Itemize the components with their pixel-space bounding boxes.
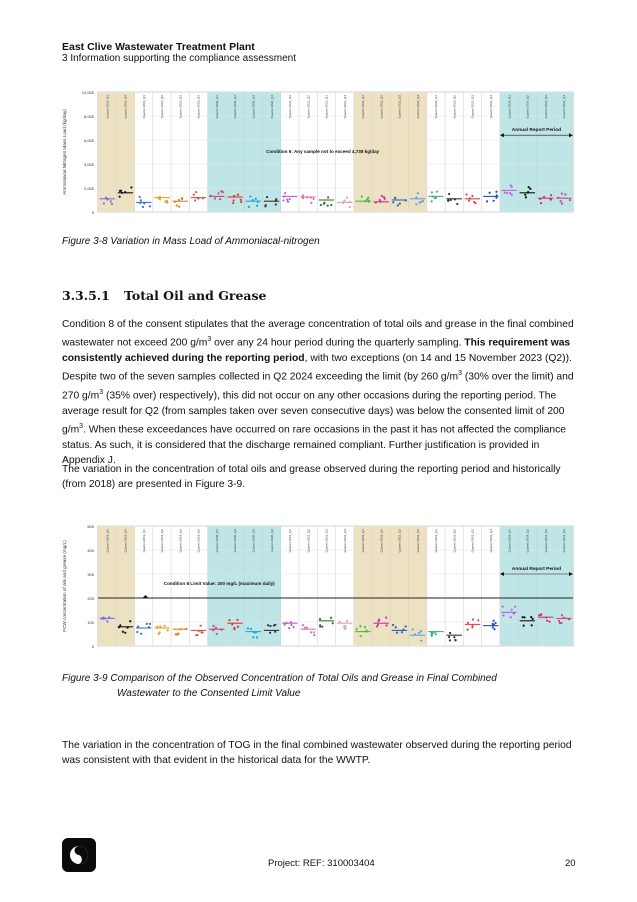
data-point <box>196 634 198 636</box>
data-point <box>381 195 383 197</box>
period-label: Annual Report Period <box>511 567 562 572</box>
data-point <box>287 201 289 203</box>
data-point <box>344 628 346 630</box>
category-label: Quarter 2023_Q4 <box>488 95 493 119</box>
y-tick-label: 6,000 <box>83 138 94 143</box>
data-point <box>395 626 397 628</box>
data-point <box>119 624 121 626</box>
data-point <box>471 626 473 628</box>
annotation-text: Condition 8 Limit Value: 200 mg/L (maximum daily) <box>163 581 275 586</box>
data-point <box>330 204 332 206</box>
data-point <box>323 203 325 205</box>
y-tick-label: 300 <box>87 572 94 577</box>
data-point <box>327 205 329 207</box>
category-label: Quarter 2018_Q4 <box>123 95 128 119</box>
data-point <box>569 199 571 201</box>
data-point <box>166 202 168 204</box>
y-tick-label: 8,000 <box>83 114 94 119</box>
data-point <box>177 632 179 634</box>
data-point <box>220 190 222 192</box>
data-point <box>193 194 195 196</box>
data-point <box>289 198 291 200</box>
document-title: East Clive Wastewater Treatment Plant <box>62 41 255 53</box>
oil-grease-chart <box>58 522 578 657</box>
data-point <box>247 627 249 629</box>
data-point <box>339 621 341 623</box>
data-point <box>282 199 284 201</box>
category-label: Quarter 2019_Q3 <box>178 94 183 119</box>
category-label: Quarter 2020_Q4 <box>269 95 274 119</box>
data-point <box>304 627 306 629</box>
category-label: Quarter 2018_Q4 <box>123 529 128 553</box>
data-point <box>454 639 456 641</box>
category-label: Quarter 2023_Q2 <box>452 95 457 119</box>
data-point <box>142 206 144 208</box>
category-label: Quarter 2020_Q1 <box>214 95 219 119</box>
y-tick-label: 0 <box>91 644 94 649</box>
paragraph-variation: The variation in the concentration of total oils and grease observed during the reporting period and historically (from 2018) are presented in Figure 3-9. <box>62 464 561 491</box>
data-point <box>435 633 437 635</box>
data-point <box>232 202 234 204</box>
data-point <box>453 636 455 638</box>
category-label: Quarter 2019_Q1 <box>141 95 146 119</box>
category-label: Quarter 2019_Q1 <box>141 529 146 553</box>
data-point <box>159 631 161 633</box>
data-point <box>468 200 470 202</box>
data-point <box>528 186 530 188</box>
data-point <box>139 196 141 198</box>
category-label: Quarter 2024_Q1 <box>507 95 512 119</box>
data-point <box>120 190 122 192</box>
data-point <box>273 624 275 626</box>
data-point <box>249 195 251 197</box>
data-point <box>343 625 345 627</box>
data-point <box>320 204 322 206</box>
data-point <box>321 625 323 627</box>
data-point <box>546 620 548 622</box>
section-number: 3.3.5.1 <box>62 288 110 303</box>
category-label: Quarter 2019_Q4 <box>196 95 201 119</box>
data-point <box>319 626 321 628</box>
data-point <box>436 191 438 193</box>
data-point <box>502 614 504 616</box>
data-point <box>550 194 552 196</box>
data-point <box>420 201 422 203</box>
y-tick-label: 10,000 <box>81 90 94 95</box>
category-label: Quarter 2022_Q1 <box>361 529 366 553</box>
data-point <box>233 628 235 630</box>
category-label: Quarter 2020_Q2 <box>233 529 238 553</box>
data-point <box>106 620 108 622</box>
category-label: Quarter 2022_Q1 <box>361 95 366 119</box>
data-point <box>524 194 526 196</box>
data-point <box>399 202 401 204</box>
data-point <box>255 198 257 200</box>
data-point <box>473 201 475 203</box>
data-point <box>200 631 202 633</box>
y-tick-label: 100 <box>87 620 94 625</box>
compliance-statement: This requirement was consistently achieved during the reporting period <box>62 337 571 365</box>
data-point <box>448 193 450 195</box>
data-point <box>493 628 495 630</box>
data-point <box>129 620 131 622</box>
y-tick-label: 0 <box>91 210 94 215</box>
data-point <box>137 626 139 628</box>
data-point <box>525 196 527 198</box>
data-point <box>312 198 314 200</box>
data-point <box>175 633 177 635</box>
data-point <box>178 206 180 208</box>
data-point <box>495 197 497 199</box>
category-label: Quarter 2022_Q3 <box>397 95 402 119</box>
data-point <box>465 193 467 195</box>
data-point <box>140 199 142 201</box>
data-point <box>149 623 151 625</box>
data-point <box>511 194 513 196</box>
data-point <box>146 623 148 625</box>
data-point <box>385 624 387 626</box>
data-point <box>493 200 495 202</box>
data-point <box>233 199 235 201</box>
data-point <box>361 195 363 197</box>
data-point <box>149 205 151 207</box>
data-point <box>119 196 121 198</box>
category-label: Quarter 2020_Q1 <box>214 529 219 553</box>
data-point <box>366 198 368 200</box>
data-point <box>194 199 196 201</box>
data-point <box>377 623 379 625</box>
data-point <box>256 636 258 638</box>
data-point <box>486 200 488 202</box>
data-point <box>159 625 161 627</box>
category-label: Quarter 2023_Q1 <box>434 529 439 553</box>
data-point <box>124 632 126 634</box>
data-point <box>344 199 346 201</box>
data-point <box>302 624 304 626</box>
category-label: Quarter 2021_Q3 <box>324 529 329 553</box>
data-point <box>330 617 332 619</box>
data-point <box>538 614 540 616</box>
category-label: Quarter 2018_Q3 <box>105 529 110 553</box>
data-point <box>319 618 321 620</box>
data-point <box>346 196 348 198</box>
data-point <box>509 192 511 194</box>
data-point <box>167 629 169 631</box>
data-point <box>448 636 450 638</box>
y-axis-label: Ammoniacal Nitrogen Mass Load (kg/day) <box>62 109 67 195</box>
category-label: Quarter 2023_Q4 <box>488 529 493 553</box>
data-point <box>471 195 473 197</box>
data-point <box>215 627 217 629</box>
data-point <box>103 202 105 204</box>
page-number: 20 <box>565 858 576 869</box>
category-label: Quarter 2024_Q3 <box>543 529 548 553</box>
data-point <box>214 197 216 199</box>
data-point <box>420 640 422 642</box>
data-point <box>431 200 433 202</box>
category-label: Quarter 2021_Q1 <box>288 529 293 553</box>
data-point <box>431 191 433 193</box>
data-point <box>493 620 495 622</box>
data-point <box>385 616 387 618</box>
data-point <box>267 624 269 626</box>
data-point <box>327 196 329 198</box>
data-point <box>422 200 424 202</box>
data-point <box>401 631 403 633</box>
data-point <box>418 632 420 634</box>
data-point <box>252 636 254 638</box>
category-label: Quarter 2020_Q3 <box>251 529 256 553</box>
data-point <box>549 620 551 622</box>
category-label: Quarter 2019_Q3 <box>178 529 183 553</box>
data-point <box>397 204 399 206</box>
data-point <box>240 201 242 203</box>
data-point <box>195 191 197 193</box>
data-point <box>559 622 561 624</box>
category-label: Quarter 2021_Q4 <box>342 95 347 119</box>
data-point <box>237 626 239 628</box>
mass-load-chart <box>58 88 578 223</box>
data-point <box>237 194 239 196</box>
category-label: Quarter 2018_Q3 <box>105 95 110 119</box>
data-point <box>420 630 422 632</box>
data-point <box>510 616 512 618</box>
paragraph-condition-8: Condition 8 of the consent stipulates that the average concentration of total oils and grease in the final combined wastewater not exceed 200 $g/m^3$ over any 24 hour period during the quarterly sampling. This requirement was consistently achieved during the reporting period, with two exceptions (on 14 and 15 November 2023 (Q2)). Despite two of the seven samples collected in Q2 2024 exceeding the limit (by 260 $g/m^3$ (30% over the limit) and 270 $g/m^3$ (35% over) respectively), this did not occur on any other occasions during the reporting period. The average result for Q2 (from samples taken over seven consecutive days) was below the consented limit of 200 $g/m^3$. When these exceedances have occurred on rare occasions in the past it has not affected the compliance status. As such, it is considered that the discharge remained compliant. Further justification is provided in Appendix J. <box>62 319 574 467</box>
data-point <box>467 622 469 624</box>
category-label: Quarter 2023_Q2 <box>452 529 457 553</box>
data-point <box>130 186 132 188</box>
data-point <box>269 632 271 634</box>
data-point <box>502 606 504 608</box>
data-point <box>228 619 230 621</box>
data-point <box>200 625 202 627</box>
data-point <box>217 192 219 194</box>
data-point <box>489 192 491 194</box>
annotation-text: Condition 6: Any sample not to exceed 4,738 kg/day <box>266 149 380 155</box>
category-label: Quarter 2024_Q3 <box>543 95 548 119</box>
category-label: Quarter 2020_Q4 <box>269 529 274 553</box>
category-label: Quarter 2022_Q2 <box>379 95 384 119</box>
data-point <box>136 631 138 633</box>
data-point <box>310 631 312 633</box>
footer-project-ref: Project: REF: 310003404 <box>268 858 375 869</box>
category-label: Quarter 2021_Q2 <box>306 529 311 553</box>
category-label: Quarter 2024_Q2 <box>525 95 530 119</box>
data-point <box>313 631 315 633</box>
data-point <box>240 199 242 201</box>
category-label: Quarter 2022_Q3 <box>397 529 402 553</box>
data-point <box>378 619 380 621</box>
data-point <box>506 192 508 194</box>
data-point <box>514 606 516 608</box>
data-point <box>313 634 315 636</box>
data-point <box>531 624 533 626</box>
period-label: Annual Report Period <box>511 128 562 134</box>
data-point <box>269 625 271 627</box>
data-point <box>256 205 258 207</box>
data-point <box>122 631 124 633</box>
data-point <box>110 200 112 202</box>
data-point <box>290 624 292 626</box>
data-point <box>417 192 419 194</box>
data-point <box>396 632 398 634</box>
data-point <box>284 192 286 194</box>
category-label: Quarter 2021_Q3 <box>324 95 329 119</box>
data-point <box>511 609 513 611</box>
paragraph-tog-summary: The variation in the concentration of TOG in the final combined wastewater observed during the reporting period was consistent with that evident in the historical data for the WWTP. <box>62 740 572 767</box>
data-point <box>561 202 563 204</box>
data-point <box>302 194 304 196</box>
data-point <box>166 200 168 202</box>
category-label: Quarter 2024_Q1 <box>507 529 512 553</box>
category-label: Quarter 2020_Q2 <box>233 95 238 119</box>
data-point <box>332 622 334 624</box>
category-label: Quarter 2023_Q3 <box>470 529 475 553</box>
figure-3-9-caption: Figure 3-9 Comparison of the Observed Concentration of Total Oils and Grease in Final Combined Wastewater to the Consented Limit Value <box>62 673 497 699</box>
data-point <box>264 205 266 207</box>
data-point <box>250 628 252 630</box>
data-point <box>356 628 358 630</box>
data-point <box>405 625 407 627</box>
data-point <box>367 197 369 199</box>
data-point <box>283 624 285 626</box>
data-point <box>540 613 542 615</box>
data-point <box>163 625 165 627</box>
data-point <box>449 639 451 641</box>
data-point <box>236 619 238 621</box>
data-point <box>431 635 433 637</box>
data-point <box>181 198 183 200</box>
data-point <box>392 624 394 626</box>
data-point <box>564 193 566 195</box>
data-point <box>492 626 494 628</box>
data-point <box>561 192 563 194</box>
data-point <box>293 626 295 628</box>
category-label: Quarter 2021_Q1 <box>288 95 293 119</box>
data-point <box>467 629 469 631</box>
category-label: Quarter 2022_Q4 <box>415 529 420 553</box>
data-point <box>376 625 378 627</box>
data-point <box>495 191 497 193</box>
data-point <box>449 632 451 634</box>
data-point <box>216 633 218 635</box>
data-point <box>288 627 290 629</box>
data-point <box>364 626 366 628</box>
document-subtitle: 3 Information supporting the compliance assessment <box>62 53 297 64</box>
section-title: Total Oil and Grease <box>124 288 267 303</box>
category-label: Quarter 2024_Q4 <box>562 529 567 553</box>
data-point <box>511 186 513 188</box>
data-point <box>523 625 525 627</box>
data-point <box>561 614 563 616</box>
data-point <box>530 616 532 618</box>
data-point <box>472 618 474 620</box>
data-point <box>559 200 561 202</box>
category-label: Quarter 2019_Q4 <box>196 529 201 553</box>
data-point <box>383 196 385 198</box>
category-label: Quarter 2023_Q3 <box>470 95 475 119</box>
data-point <box>522 616 524 618</box>
category-label: Quarter 2019_Q2 <box>160 529 165 553</box>
y-tick-label: 200 <box>87 596 94 601</box>
data-point <box>412 628 414 630</box>
y-axis-label: FCW concentration of oils and grease (mg/L) <box>62 540 67 632</box>
category-label: Quarter 2024_Q4 <box>562 95 567 119</box>
data-point <box>477 619 479 621</box>
data-point <box>176 204 178 206</box>
data-point <box>306 626 308 628</box>
data-point <box>504 191 506 193</box>
category-label: Quarter 2022_Q2 <box>379 529 384 553</box>
category-label: Quarter 2024_Q2 <box>525 529 530 553</box>
category-label: Quarter 2023_Q1 <box>434 95 439 119</box>
data-point <box>360 635 362 637</box>
figure-3-8-caption: Figure 3-8 Variation in Mass Load of Ammoniacal-nitrogen <box>62 236 320 247</box>
data-point <box>346 620 348 622</box>
data-point <box>543 196 545 198</box>
category-label: Quarter 2021_Q4 <box>342 529 347 553</box>
data-point <box>274 631 276 633</box>
data-point <box>111 203 113 205</box>
company-logo <box>62 838 96 872</box>
data-point <box>392 201 394 203</box>
category-label: Quarter 2020_Q3 <box>251 95 256 119</box>
section-heading <box>62 288 267 303</box>
y-tick-label: 2,000 <box>83 186 94 191</box>
data-point <box>266 196 268 198</box>
data-point <box>248 206 250 208</box>
data-point <box>349 206 351 208</box>
data-point <box>532 618 534 620</box>
data-point <box>394 197 396 199</box>
data-point <box>558 620 560 622</box>
y-tick-label: 500 <box>87 524 94 529</box>
data-point <box>415 203 417 205</box>
data-point <box>310 202 312 204</box>
data-point <box>456 203 458 205</box>
category-label: Quarter 2021_Q2 <box>306 94 311 119</box>
data-point <box>529 188 531 190</box>
data-point <box>359 625 361 627</box>
data-point <box>213 625 215 627</box>
category-label: Quarter 2022_Q4 <box>415 95 420 119</box>
data-point <box>140 633 142 635</box>
data-point <box>540 202 542 204</box>
data-point <box>286 199 288 201</box>
data-point <box>219 198 221 200</box>
y-tick-label: 4,000 <box>83 162 94 167</box>
y-tick-label: 400 <box>87 548 94 553</box>
data-point <box>494 622 496 624</box>
category-label: Quarter 2019_Q2 <box>160 94 165 119</box>
data-point <box>275 203 277 205</box>
